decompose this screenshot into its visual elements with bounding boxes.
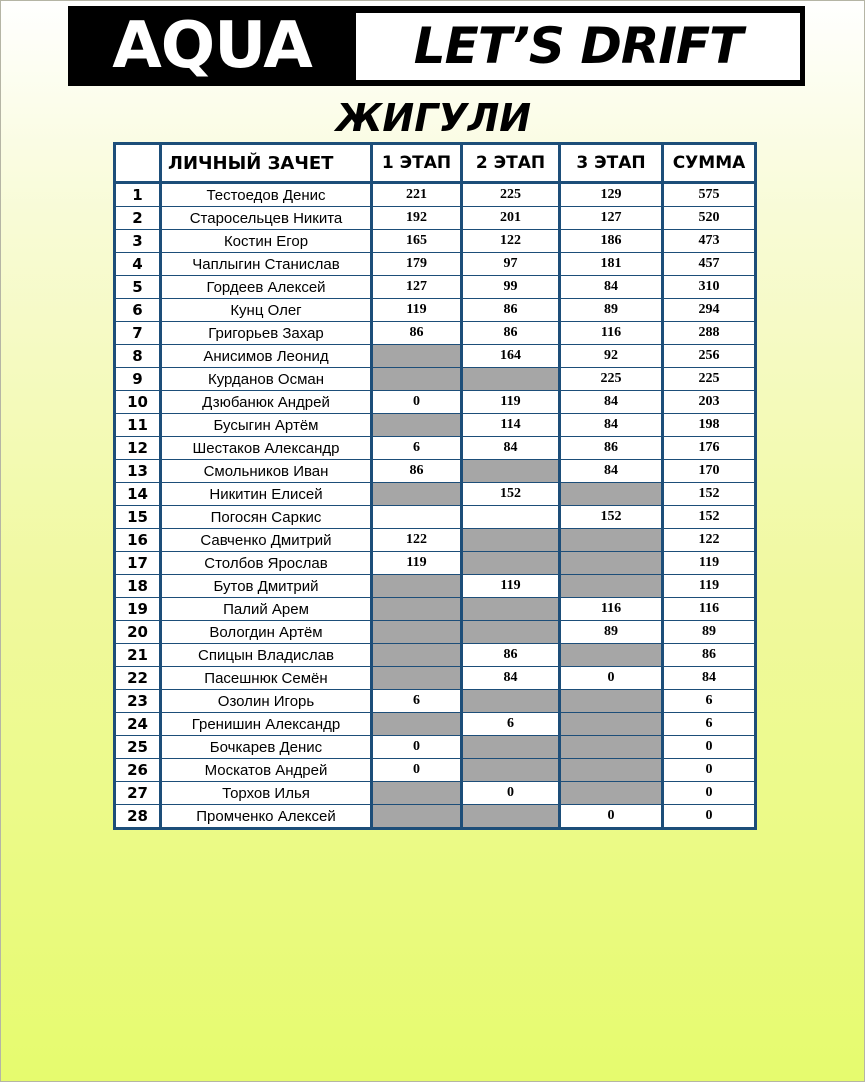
table-row [115,253,756,276]
stage-1-cell: 86 [372,460,462,483]
place-cell: 24 [115,713,161,736]
stage-1-cell [372,345,462,368]
name-cell: Палий Арем [161,598,372,621]
stage-3-cell: 116 [560,598,663,621]
place-cell: 9 [115,368,161,391]
stage-3-cell: 89 [560,299,663,322]
stage-3-cell [560,552,663,575]
total-cell: 152 [663,483,756,506]
stage-1-cell: 6 [372,690,462,713]
name-cell: Торхов Илья [161,782,372,805]
name-cell: Шестаков Александр [161,437,372,460]
name-cell: Озолин Игорь [161,690,372,713]
stage-2-cell: 114 [462,414,560,437]
stage-3-cell: 152 [560,506,663,529]
stage-2-cell: 97 [462,253,560,276]
column-header-stage-2: 2 ЭТАП [462,144,560,183]
name-cell: Вологдин Артём [161,621,372,644]
place-cell: 20 [115,621,161,644]
table-row [115,575,756,598]
name-cell: Чаплыгин Станислав [161,253,372,276]
stage-2-cell [462,759,560,782]
stage-2-cell: 201 [462,207,560,230]
place-cell: 13 [115,460,161,483]
total-cell: 119 [663,575,756,598]
table-row [115,207,756,230]
name-cell: Бусыгин Артём [161,414,372,437]
total-cell: 288 [663,322,756,345]
name-cell: Москатов Андрей [161,759,372,782]
place-cell: 18 [115,575,161,598]
slogan-text: LET’S DRIFT [413,17,743,75]
total-cell: 6 [663,713,756,736]
stage-3-cell [560,529,663,552]
stage-2-cell: 122 [462,230,560,253]
place-cell: 22 [115,667,161,690]
total-cell: 6 [663,690,756,713]
stage-3-cell [560,690,663,713]
column-header-stage-3: 3 ЭТАП [560,144,663,183]
stage-2-cell [462,552,560,575]
name-cell: Костин Егор [161,230,372,253]
stage-3-cell: 84 [560,460,663,483]
place-cell: 25 [115,736,161,759]
name-cell: Старосельцев Никита [161,207,372,230]
stage-2-cell [462,621,560,644]
stage-3-cell: 84 [560,414,663,437]
total-cell: 294 [663,299,756,322]
stage-3-cell [560,736,663,759]
stage-1-cell [372,414,462,437]
stage-1-cell [372,713,462,736]
table-row [115,713,756,736]
place-cell: 28 [115,805,161,829]
place-cell: 27 [115,782,161,805]
table-row [115,598,756,621]
place-cell: 2 [115,207,161,230]
stage-1-cell: 0 [372,736,462,759]
stage-1-cell [372,368,462,391]
stage-2-cell: 84 [462,437,560,460]
name-cell: Тестоедов Денис [161,183,372,207]
table-row [115,437,756,460]
table-row [115,414,756,437]
name-cell: Столбов Ярослав [161,552,372,575]
table-row [115,805,756,829]
name-cell: Смольников Иван [161,460,372,483]
stage-1-cell [372,805,462,829]
stage-3-cell: 225 [560,368,663,391]
stage-3-cell: 127 [560,207,663,230]
table-row [115,552,756,575]
total-cell: 575 [663,183,756,207]
total-cell: 457 [663,253,756,276]
column-header-stage-1: 1 ЭТАП [372,144,462,183]
name-cell: Гренишин Александр [161,713,372,736]
table-row [115,506,756,529]
place-cell: 15 [115,506,161,529]
place-cell: 8 [115,345,161,368]
name-cell: Спицын Владислав [161,644,372,667]
standings-body [115,183,756,829]
stage-3-cell: 84 [560,391,663,414]
table-row [115,345,756,368]
stage-2-cell: 99 [462,276,560,299]
brand-logo-text: AQUA [112,9,312,83]
stage-3-cell: 0 [560,805,663,829]
place-cell: 14 [115,483,161,506]
name-cell: Григорьев Захар [161,322,372,345]
stage-2-cell: 86 [462,644,560,667]
table-row [115,276,756,299]
place-cell: 17 [115,552,161,575]
stage-3-cell: 84 [560,276,663,299]
stage-1-cell: 192 [372,207,462,230]
total-cell: 152 [663,506,756,529]
total-cell: 170 [663,460,756,483]
stage-2-cell [462,736,560,759]
stage-1-cell [372,575,462,598]
total-cell: 0 [663,736,756,759]
stage-2-cell [462,805,560,829]
table-row [115,322,756,345]
stage-1-cell: 119 [372,299,462,322]
name-cell: Никитин Елисей [161,483,372,506]
total-cell: 310 [663,276,756,299]
stage-1-cell: 122 [372,529,462,552]
name-cell: Савченко Дмитрий [161,529,372,552]
table-row [115,690,756,713]
stage-3-cell: 89 [560,621,663,644]
place-cell: 3 [115,230,161,253]
place-cell: 4 [115,253,161,276]
total-cell: 0 [663,805,756,829]
total-cell: 225 [663,368,756,391]
place-cell: 1 [115,183,161,207]
table-row [115,391,756,414]
table-row [115,736,756,759]
stage-2-cell: 6 [462,713,560,736]
category-title: ЖИГУЛИ [335,96,532,140]
place-cell: 16 [115,529,161,552]
total-cell: 0 [663,782,756,805]
stage-2-cell: 119 [462,391,560,414]
name-cell: Кунц Олег [161,299,372,322]
slogan-box [356,13,800,80]
stage-1-cell: 179 [372,253,462,276]
stage-3-cell: 86 [560,437,663,460]
stage-1-cell [372,667,462,690]
table-row [115,299,756,322]
table-row [115,529,756,552]
total-cell: 84 [663,667,756,690]
stage-3-cell [560,713,663,736]
name-cell: Гордеев Алексей [161,276,372,299]
table-row [115,460,756,483]
stage-3-cell: 116 [560,322,663,345]
place-cell: 26 [115,759,161,782]
column-header-total: СУММА [663,144,756,183]
stage-2-cell [462,690,560,713]
name-cell: Курданов Осман [161,368,372,391]
stage-3-cell [560,575,663,598]
total-cell: 198 [663,414,756,437]
stage-3-cell: 92 [560,345,663,368]
stage-3-cell: 129 [560,183,663,207]
stage-1-cell: 127 [372,276,462,299]
total-cell: 86 [663,644,756,667]
stage-2-cell: 0 [462,782,560,805]
table-row [115,644,756,667]
name-cell: Промченко Алексей [161,805,372,829]
name-cell: Бутов Дмитрий [161,575,372,598]
table-row [115,759,756,782]
table-row [115,368,756,391]
place-cell: 12 [115,437,161,460]
stage-1-cell [372,621,462,644]
name-cell: Погосян Саркис [161,506,372,529]
stage-1-cell [372,598,462,621]
name-cell: Пасешнюк Семён [161,667,372,690]
stage-3-cell [560,782,663,805]
header-banner [68,6,805,86]
stage-2-cell [462,460,560,483]
column-header-name: ЛИЧНЫЙ ЗАЧЕТ [161,144,372,183]
place-cell: 19 [115,598,161,621]
stage-2-cell [462,506,560,529]
place-cell: 23 [115,690,161,713]
stage-2-cell [462,368,560,391]
stage-2-cell [462,598,560,621]
stage-1-cell: 165 [372,230,462,253]
stage-1-cell: 86 [372,322,462,345]
stage-2-cell: 164 [462,345,560,368]
header-row [115,144,756,183]
stage-3-cell [560,759,663,782]
column-header-place [115,144,161,183]
stage-2-cell [462,529,560,552]
total-cell: 122 [663,529,756,552]
name-cell: Бочкарев Денис [161,736,372,759]
stage-3-cell: 186 [560,230,663,253]
place-cell: 10 [115,391,161,414]
name-cell: Анисимов Леонид [161,345,372,368]
standings-table [113,142,757,830]
total-cell: 0 [663,759,756,782]
stage-1-cell: 0 [372,759,462,782]
stage-1-cell: 221 [372,183,462,207]
total-cell: 116 [663,598,756,621]
stage-2-cell: 152 [462,483,560,506]
total-cell: 473 [663,230,756,253]
table-row [115,183,756,207]
place-cell: 5 [115,276,161,299]
total-cell: 256 [663,345,756,368]
table-row [115,782,756,805]
stage-3-cell [560,483,663,506]
stage-1-cell: 6 [372,437,462,460]
total-cell: 520 [663,207,756,230]
place-cell: 7 [115,322,161,345]
table-row [115,230,756,253]
total-cell: 119 [663,552,756,575]
table-row [115,483,756,506]
stage-1-cell [372,782,462,805]
stage-3-cell: 0 [560,667,663,690]
stage-2-cell: 86 [462,299,560,322]
stage-2-cell: 84 [462,667,560,690]
total-cell: 203 [663,391,756,414]
stage-1-cell [372,483,462,506]
place-cell: 6 [115,299,161,322]
stage-3-cell: 181 [560,253,663,276]
stage-3-cell [560,644,663,667]
total-cell: 89 [663,621,756,644]
stage-2-cell: 225 [462,183,560,207]
name-cell: Дзюбанюк Андрей [161,391,372,414]
stage-1-cell [372,506,462,529]
stage-1-cell: 119 [372,552,462,575]
table-row [115,621,756,644]
total-cell: 176 [663,437,756,460]
place-cell: 21 [115,644,161,667]
table-row [115,667,756,690]
stage-2-cell: 119 [462,575,560,598]
stage-1-cell: 0 [372,391,462,414]
stage-2-cell: 86 [462,322,560,345]
place-cell: 11 [115,414,161,437]
stage-1-cell [372,644,462,667]
